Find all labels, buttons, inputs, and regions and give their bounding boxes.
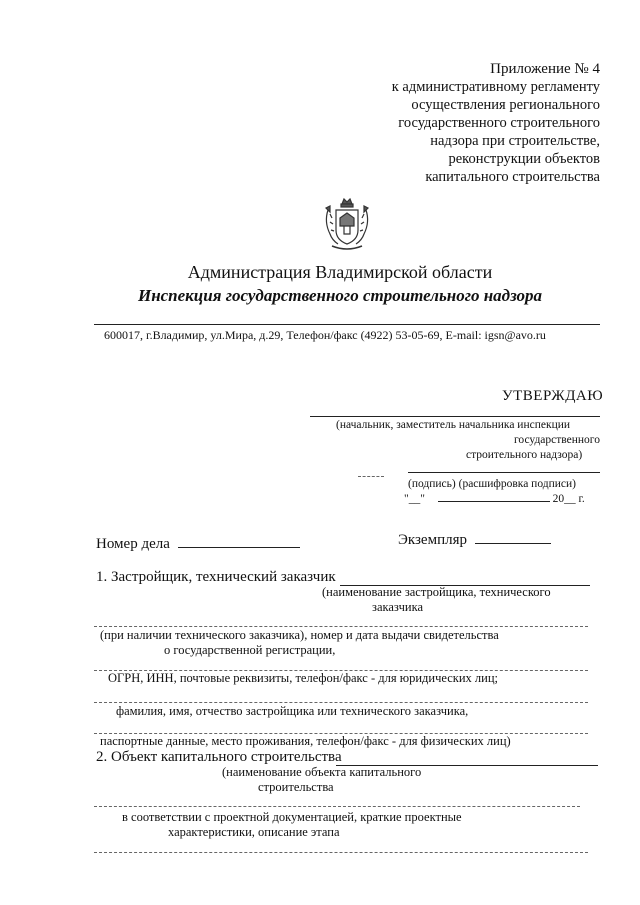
developer-legal-hint: ОГРН, ИНН, почтовые реквизиты, телефон/факс - для юридических лиц; [108,671,498,685]
developer-cert-hint: о государственной регистрации, [164,643,336,657]
appendix-line: Приложение № 4 [490,61,600,77]
copy-field [475,542,551,544]
signature-line [408,472,600,473]
date-day: "__" [404,493,425,505]
developer-person-hint: фамилия, имя, отчество застройщика или технического заказчика, [116,704,469,718]
approval-date [404,493,585,505]
signature-hint: (подпись) (расшифровка подписи) [408,478,577,490]
case-number-field [178,546,300,548]
approver-position-line [310,416,600,417]
dept-name: Инспекция государственного строительного надзора [137,286,543,305]
case-number [96,536,300,553]
section2-title: 2. Объект капитального строительства [96,749,342,765]
developer-name-hint: (наименование застройщика, технического [322,585,551,599]
appendix-line: осуществления регионального [411,97,600,113]
developer-cert-hint: (при наличии технического заказчика), номер и дата выдачи свидетельства [100,628,499,642]
object-name-hint: строительства [258,780,334,794]
appendix-line: надзора при строительстве, [430,133,600,149]
signature-mark [358,476,384,477]
approver-position-hint: (начальник, заместитель начальника инспекции [336,419,571,431]
object-name-hint: (наименование объекта капитального [222,765,422,779]
approver-position-hint: государственного [514,434,600,446]
coat-of-arms-icon [322,196,372,252]
approve-title: УТВЕРЖДАЮ [502,388,604,404]
copy-number [398,532,551,549]
appendix-note [392,60,600,186]
developer-cert-line [94,626,588,627]
appendix-line: государственного строительного [398,115,600,131]
date-month-field [438,500,550,502]
date-year: 20__ г. [552,493,585,505]
section1-title: 1. Застройщик, технический заказчик [96,569,336,585]
object-stage-line [94,852,588,853]
appendix-line: капитального строительства [425,169,600,185]
copy-label: Экземпляр [398,532,467,548]
developer-name-hint: заказчика [372,600,424,614]
org-name: Администрация Владимирской области [187,262,493,282]
header-divider [94,324,600,325]
appendix-line: к административному регламенту [391,79,600,95]
appendix-line: реконструкции объектов [448,151,600,167]
approver-position-hint: строительного надзора) [466,449,583,461]
org-address: 600017, г.Владимир, ул.Мира, д.29, Телефон/факс (4922) 53-05-69, E-mail: igsn@avo.ru [104,328,546,342]
object-doc-line [94,806,580,807]
developer-person-line [94,702,588,703]
case-number-label: Номер дела [96,536,170,552]
object-doc-hint: в соответствии с проектной документацией, краткие проектные [122,810,462,824]
developer-passport-hint: паспортные данные, место проживания, телефон/факс - для физических лиц) [100,734,511,748]
object-doc-hint: характеристики, описание этапа [168,825,340,839]
